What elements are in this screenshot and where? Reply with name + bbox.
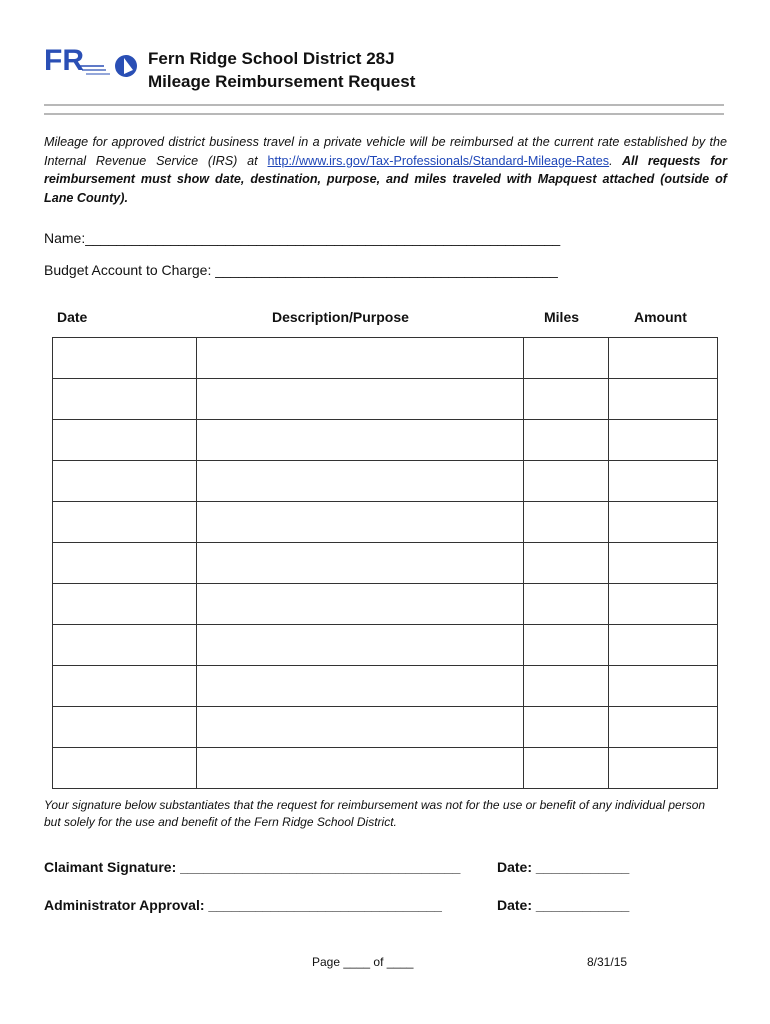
- cell-miles[interactable]: [524, 543, 609, 584]
- cell-date[interactable]: [53, 543, 197, 584]
- cell-description[interactable]: [197, 666, 524, 707]
- intro-requirements: All requests for reimbursement must show date, destination, purpose, and miles traveled with Mapquest attached (outside of Lane County).: [44, 153, 728, 205]
- cell-description[interactable]: [197, 338, 524, 379]
- cell-description[interactable]: [197, 461, 524, 502]
- intro-text: Mileage for approved district business travel in a private vehicle will be reimbursed at the current rate established by the Internal Revenue Service (IRS) at: [44, 135, 727, 168]
- cell-description[interactable]: [197, 420, 524, 461]
- table-row: [53, 338, 718, 379]
- page-title: [148, 47, 415, 93]
- name-field[interactable]: Name:_____________________________________________________________: [44, 230, 561, 246]
- form-title: Mileage Reimbursement Request: [148, 72, 416, 91]
- cell-amount[interactable]: [609, 379, 718, 420]
- cell-date[interactable]: [53, 338, 197, 379]
- header-divider: [44, 104, 724, 106]
- cell-description[interactable]: [197, 379, 524, 420]
- cell-miles[interactable]: [524, 461, 609, 502]
- cell-date[interactable]: [53, 625, 197, 666]
- signature-disclaimer: Your signature below substantiates that the request for reimbursement was not for the use or benefit of any individual person but solely for the use and benefit of the Fern Ridge School District.: [44, 798, 706, 829]
- cell-miles[interactable]: [524, 625, 609, 666]
- cell-amount[interactable]: [609, 707, 718, 748]
- cell-amount[interactable]: [609, 584, 718, 625]
- cell-amount[interactable]: [609, 625, 718, 666]
- cell-description[interactable]: [197, 543, 524, 584]
- cell-date[interactable]: [53, 707, 197, 748]
- cell-amount[interactable]: [609, 461, 718, 502]
- cell-miles[interactable]: [524, 502, 609, 543]
- header-divider-2: [44, 113, 724, 115]
- table-row: [53, 502, 718, 543]
- column-header-date: Date: [57, 309, 88, 325]
- table-row: [53, 420, 718, 461]
- cell-miles[interactable]: [524, 584, 609, 625]
- column-header-miles: Miles: [544, 309, 580, 325]
- revision-date: 8/31/15: [587, 955, 628, 969]
- budget-account-field[interactable]: Budget Account to Charge: ____________________________________________: [44, 262, 558, 278]
- cell-amount[interactable]: [609, 666, 718, 707]
- cell-description[interactable]: [197, 502, 524, 543]
- cell-description[interactable]: [197, 625, 524, 666]
- cell-miles[interactable]: [524, 420, 609, 461]
- cell-amount[interactable]: [609, 502, 718, 543]
- logo-text: FR: [44, 44, 84, 77]
- column-header-description: Description/Purpose: [272, 309, 409, 325]
- cell-date[interactable]: [53, 420, 197, 461]
- cell-description[interactable]: [197, 748, 524, 789]
- cell-description[interactable]: [197, 707, 524, 748]
- table-row: [53, 461, 718, 502]
- cell-date[interactable]: [53, 461, 197, 502]
- page-number: Page ____ of ____: [312, 955, 414, 969]
- irs-mileage-link[interactable]: http://www.irs.gov/Tax-Professionals/Standard-Mileage-Rates: [267, 153, 610, 168]
- cell-amount[interactable]: [609, 748, 718, 789]
- table-row: [53, 625, 718, 666]
- cell-miles[interactable]: [524, 338, 609, 379]
- table-row: [53, 748, 718, 789]
- administrator-approval-field[interactable]: Administrator Approval: ______________________________: [44, 897, 442, 913]
- table-row: [53, 707, 718, 748]
- table-row: [53, 584, 718, 625]
- district-name: Fern Ridge School District 28J: [148, 49, 395, 68]
- cell-miles[interactable]: [524, 666, 609, 707]
- cell-miles[interactable]: [524, 379, 609, 420]
- cell-date[interactable]: [53, 748, 197, 789]
- table-row: [53, 379, 718, 420]
- cell-date[interactable]: [53, 502, 197, 543]
- cell-miles[interactable]: [524, 707, 609, 748]
- mileage-table: [52, 337, 718, 789]
- cell-amount[interactable]: [609, 338, 718, 379]
- table-row: [53, 543, 718, 584]
- district-logo-icon: [44, 40, 140, 80]
- table-row: [53, 666, 718, 707]
- intro-period: .: [609, 153, 613, 168]
- cell-date[interactable]: [53, 584, 197, 625]
- cell-amount[interactable]: [609, 543, 718, 584]
- cell-amount[interactable]: [609, 420, 718, 461]
- cell-description[interactable]: [197, 584, 524, 625]
- cell-miles[interactable]: [524, 748, 609, 789]
- claimant-signature-field[interactable]: Claimant Signature: ____________________________________: [44, 859, 461, 875]
- administrator-date-field[interactable]: Date: ____________: [497, 897, 630, 913]
- cell-date[interactable]: [53, 666, 197, 707]
- cell-date[interactable]: [53, 379, 197, 420]
- column-header-amount: Amount: [634, 309, 687, 325]
- intro-paragraph: [44, 133, 727, 207]
- claimant-date-field[interactable]: Date: ____________: [497, 859, 630, 875]
